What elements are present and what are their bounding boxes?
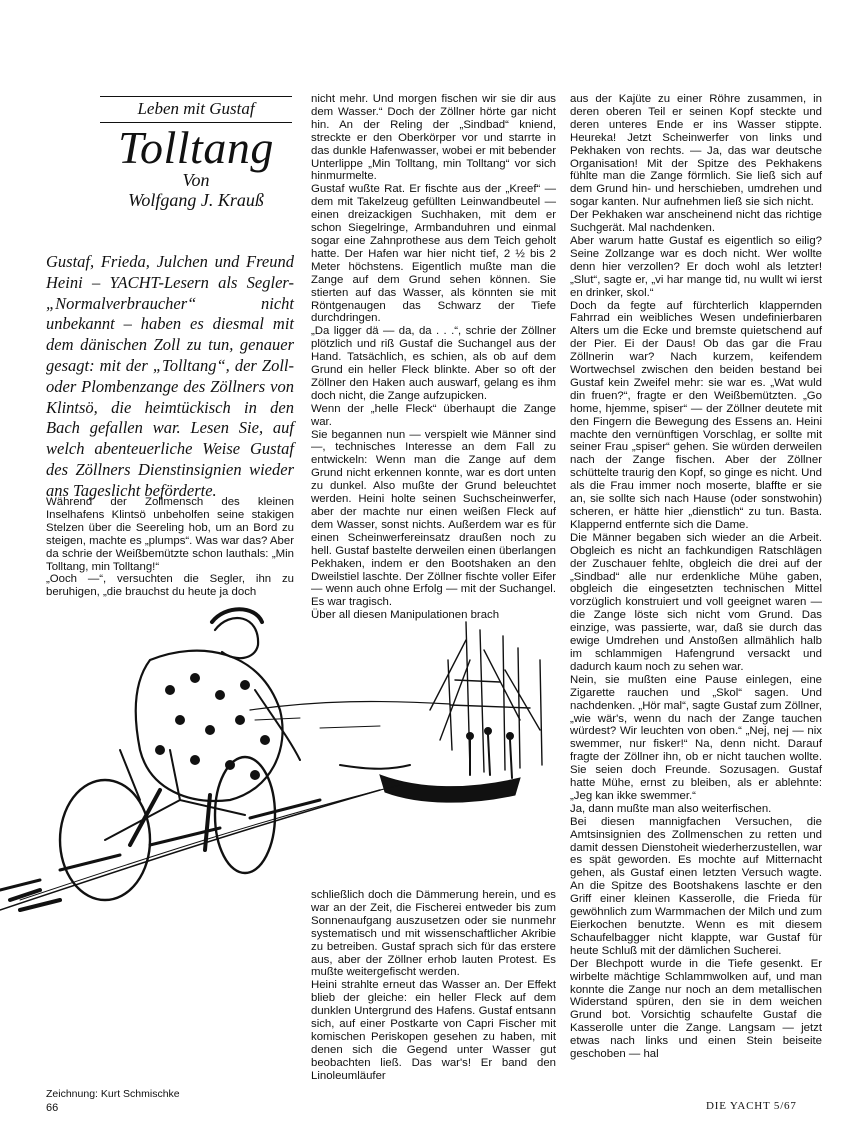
body-paragraph: Der Pekhaken war anscheinend nicht das richtige Suchgerät. Mal nachdenken. — [570, 209, 822, 235]
body-paragraph: Heini strahlte erneut das Wasser an. Der Effekt blieb der gleiche: ein heller Fleck auf dem dunklen Untergrund des Hafens. Gustaf entsann sich, auf einer Postkarte von Capri Fischer mit komischen Periskopen gesehen zu haben, mit denen sich die Gegend unter Wasser gut beobachten ließ. Das war's! Er band den Linoleumläufer — [311, 979, 556, 1082]
body-paragraph: Wenn der „helle Fleck“ überhaupt die Zange war. — [311, 402, 556, 428]
body-paragraph: Nein, sie mußten eine Pause einlegen, eine Zigarette rauchen und „Skol“ sagen. Und nachdenken. „Hör mal“, sagte Gustaf zum Zöllner, „wie wär's, wenn du nach der Zange tauchen würdest? Wir leuchten von oben.“ „Nej, nej — nix swemmer, nur fisker!“ Na, denn nicht. Darauf fragte der Zöllner ihn, ob er nicht tauchen wollte. Sie seien doch Freunde. Sozusagen. Gustaf hatte Mühe, ernst zu bleiben, als er ablehnte: „Jeg kan ikke swemmer.“ — [570, 673, 822, 802]
body-paragraph: Aber warum hatte Gustaf es eigentlich so eilig? Seine Zollzange war es doch nicht. Wer wollte denn hier verzollen? Er doch wohl als letzter! „Slut“, sagte er, „vi har mange tid, nu wullt wi ierst en drinker, skol.“ — [570, 234, 822, 299]
body-paragraph: Bei diesen mannigfachen Versuchen, die Amtsinsignien des Zollmenschen zu retten und damit dessen Dienstoheit wiederherzustellen, war es spät geworden. Es mochte auf Mitternacht gehen, als Gustaf einen letzten Versuch wagte. An die Spitze des Bootshakens laschte er den Griff einer kleinen Kasserolle, die Frieda für gewöhnlich zum Warmmachen der Milch und zum Eierkochen benutzte. Wenn es mit diesem Schaufelbagger nicht klappte, war Gustaf für heute Schluß mit der dämlichen Sucherei. — [570, 815, 822, 957]
body-paragraph: „Da ligger dä — da, da . . .“, schrie der Zöllner plötzlich und riß Gustaf die Suchangel aus der Hand. Tatsächlich, es schien, als ob auf dem Grund ein heller Fleck blinkte. Aber so oft der Zöllner den Haken auch auswarf, gelang es ihm doch nicht, die Zange aufzupicken. — [311, 325, 556, 402]
running-footer: DIE YACHT 5/67 — [706, 1100, 797, 1112]
page-number: 66 — [46, 1102, 59, 1114]
illustration-credit: Zeichnung: Kurt Schmischke — [46, 1088, 180, 1100]
body-column-middle-top — [311, 93, 556, 622]
body-paragraph: Der Blechpott wurde in die Tiefe gesenkt. Er wirbelte mächtige Schlammwolken auf, und man konnte die Zange nur noch an dem metallischen Widerstand spüren, den sie in dem weichen Grund bot. Vorsichtig schaufelte Gustaf die Kasserolle unter die Zange. Langsam — jetzt etwas nach links und einen Stein beiseite geschoben — hal — [570, 957, 822, 1061]
boat-masts — [430, 622, 542, 772]
lead-paragraph: Gustaf, Frieda, Julchen und Freund Heini – YACHT-Lesern als Segler-„Normalverbraucher“ nicht unbekannt – haben es diesmal mit dem dänischen Zoll zu tun, genauer gesagt: mit der „Tolltang“, der Zoll- oder Plombenzange des Zöllners von Klintsö, die heimtückisch in den Bach gefallen war. Lesen Sie, auf welch abenteuerliche Weise Gustaf des Zöllners Dienstinsignien wieder ans Tageslicht beförderte. — [46, 252, 294, 500]
body-column-left — [46, 496, 294, 606]
body-paragraph: Gustaf wußte Rat. Er fischte aus der „Kreef“ — dem mit Takelzeug gefüllten Leinwandbeutel — einen dreizackigen Suchhaken, mit dem er schon Siegelringe, Armbanduhren und einmal sogar eine Zahnprothese aus dem Teich geholt hatte. Der Hafen war hier nicht tief, 2 ½ bis 2 Meter höchstens. Eigentlich mußte man die Zange auf dem Grund sehen können. Sie stierten auf das Wasser, als könnten sie mit Röntgenaugen das Schwarz der Tiefe durchdringen. — [311, 183, 556, 325]
body-paragraph: Über all diesen Manipulationen brach — [311, 609, 500, 622]
pier-figures — [467, 728, 513, 778]
harbor-cyclist-illustration — [0, 600, 560, 900]
byline-author: Wolfgang J. Krauß — [128, 190, 264, 210]
byline-prefix: Von — [182, 170, 210, 190]
body-paragraph: Sie begannen nun — verspielt wie Männer sind —, technisches Interesse an dem Fall zu entwickeln: Wenn man die Zange auf dem Grund nicht erkennen konnte, war es dort unten zu dunkel. Also mußte der Grund beleuchtet werden. Heini holte seinen Suchscheinwerfer, aber der machte nur einen weißen Fleck auf dem Wasser, sonst nichts. Außerdem war es für einen Scheinwerfereinsatz draußen noch zu hell. Gustaf bastelte derweilen einen überlangen Pekhaken, indem er den Bootshaken an den Dweilstiel laschte. Der Zöllner fischte voller Eifer — wenn auch ohne Erfolg — mit der Suchangel. Es war tragisch. — [311, 428, 556, 609]
body-paragraph: Während der Zollmensch des kleinen Inselhafens Klintsö unbeholfen seine stakigen Stelzen über die Seereling hob, um an Bord zu steigen, machte es „plumps“. Was war das? Aber da schrie der Weißbemützte schon lauthals: „Min Tolltang, min Tolltang!“ — [46, 496, 294, 573]
body-paragraph: schließlich doch die Dämmerung herein, und es war an der Zeit, die Fischerei entweder bis zum Sonnenaufgang auszusetzen oder sie nunmehr systematisch und mit wissenschaftlicher Akribie zu betreiben. Gustaf sprach sich für das erstere aus, aber der Zöllner erhob lauten Protest. Es mußte weitergefischt werden. — [311, 889, 556, 979]
body-paragraph: „Ooch —“, versuchten die Segler, ihn zu beruhigen, „die brauchst du heute ja doch — [46, 573, 294, 599]
article-title: Tolltang — [118, 122, 274, 173]
body-paragraph: Die Männer begaben sich wieder an die Arbeit. Obgleich es nicht an fachkundigen Ratschlägen der Zuschauer fehlte, obgleich die drei auf der „Sindbad“ alle nur erdenkliche Mühe gaben, obgleich die eingesetzten technischen Mittel vorzüglich konstruiert und voll geeignet waren — die Zange löste sich nicht vom Grund. Das einzige, was passierte, war, daß sie durch das ewige Umdrehen und Anstoßen allmählich halb im schlammigen Hafengrund versackt und dadurch kaum noch zu sehen war. — [570, 531, 822, 673]
body-column-right — [570, 93, 822, 1093]
body-paragraph: Ja, dann mußte man also weiterfischen. — [570, 802, 772, 815]
body-paragraph: aus der Kajüte zu einer Röhre zusammen, in deren oberen Teil er seinen Kopf steckte und deren unteres Ende er ins Wasser stippte. Heureka! Jetzt Scheinwerfer von links und Pekhaken von rechts. — Ja, das war deutsche Organisation! Mit der Spitze des Pekhakens fühlte man die Zange förmlich. Sie ließ sich auf dem Grund hin- und herschieben, umdrehen und sogar kanten. Nur aufnehmen ließ sie sich nicht. — [570, 93, 822, 209]
body-paragraph: Doch da fegte auf fürchterlich klappernden Fahrrad ein weibliches Wesen undefinierbaren Alters um die Ecke und bremste quietschend auf der Pier. Ei der Daus! Ob das gar die Frau Zöllnerin war? Nach kurzem, keifendem Wortwechsel zwischen den beiden bestand bei Gustaf kein Zweifel mehr: sie war es. „Wat wuld din fruen?“, fragte er den Weißbemützten. „Go home, hjemme, spiser“ — der Zöllner deutete mit den Fingern die Bewegung des Essens an. Heini machte den vernünftigen Vorschlag, er sollte mit seiner Frau „spiser“ gehen. Sie würden derweilen nach der Zange fischen. Aber der Zöllner schüttelte traurig den Kopf, so ginge es nicht. Und als die Frau immer noch moserte, blaffte er sie an, sie sollte sich nach Hause (oder sonstwohin) scheren, er hätte hier „dienstlich“ zu tun. Basta. Klappernd entfernte sich die Dame. — [570, 299, 823, 531]
section-rubric: Leben mit Gustaf — [100, 96, 292, 123]
body-paragraph: nicht mehr. Und morgen fischen wir sie dir aus dem Wasser.“ Doch der Zöllner hörte gar nicht hin. An der Reling der „Sindbad“ kniend, streckte er den Oberkörper vor und starrte in das dunkle Hafenwasser, wobei er mit bebender Unterlippe „Min Tolltang, min Tolltang“ vor sich hinmurmelte. — [311, 93, 556, 183]
body-column-middle-bottom — [311, 889, 556, 1095]
